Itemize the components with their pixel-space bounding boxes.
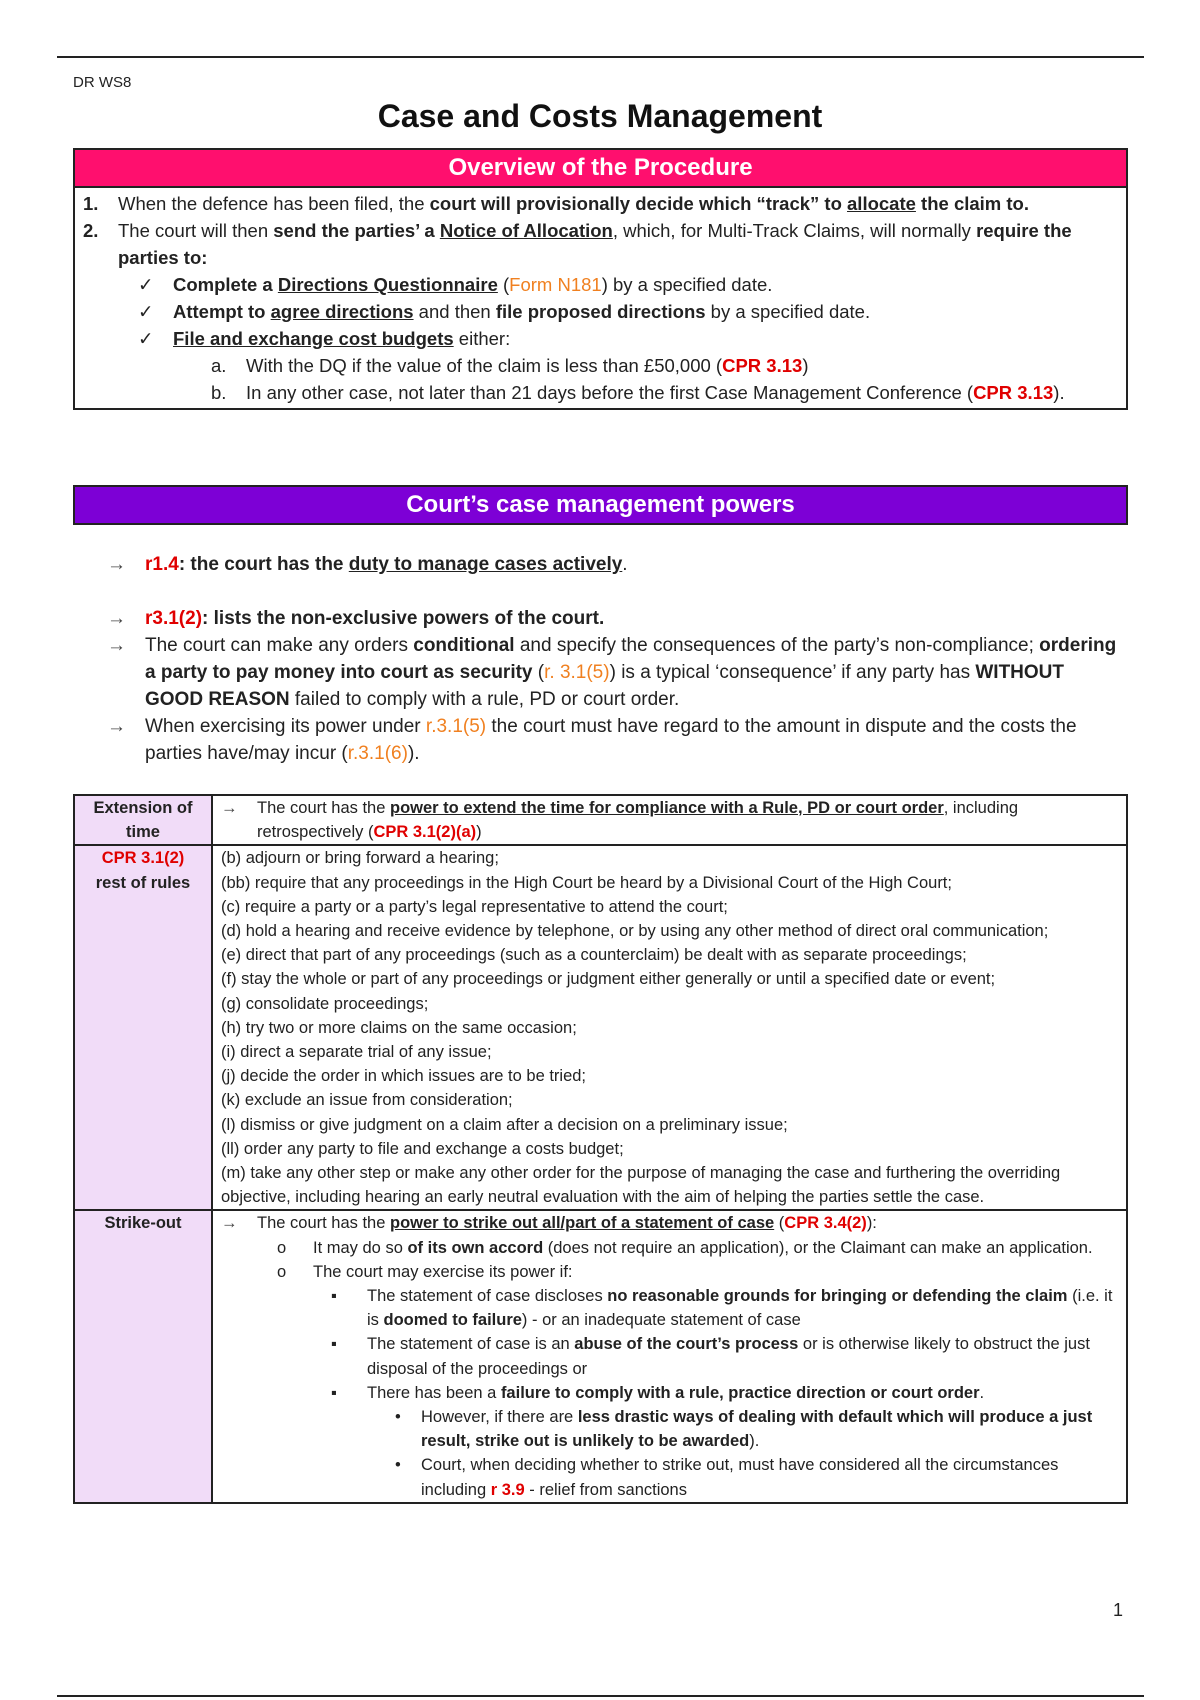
square-bullet-icon: ▪ — [331, 1287, 337, 1306]
arrow-icon: → — [107, 635, 126, 656]
bottom-rule — [57, 1695, 1144, 1697]
item-text: The court will then send the parties’ a Notice of Allocation, which, for Multi-Track Claims, will normally require the parties to: — [118, 220, 1072, 268]
sub-letter: b. — [211, 382, 227, 403]
list-item: → When exercising its power under r.3.1(5) the court must have regard to the amount in dispute and the costs the parties have/may incur (r.3.1(6)). — [107, 713, 1127, 767]
checkmark-icon: ✓ — [138, 274, 154, 295]
row-content: → The court has the power to extend the time for compliance with a Rule, PD or court order, including retrospectively (CPR 3.1(2)(a)) — [212, 795, 1127, 845]
rule-line: (bb) require that any proceedings in the High Court be heard by a Divisional Court of the High Court; — [221, 873, 952, 892]
overview-item-2 — [83, 217, 1116, 271]
row-content — [212, 845, 1127, 1210]
powers-list — [107, 551, 1127, 767]
rule-line: (m) take any other step or make any other order for the purpose of managing the case and furthering the overriding objective, including hearing an early neutral evaluation with the aim of helping the parties settle the case. — [221, 1164, 1061, 1207]
rule-line: (i) direct a separate trial of any issue; — [221, 1043, 492, 1062]
rule-line: (l) dismiss or give judgment on a claim after a decision on a preliminary issue; — [221, 1115, 788, 1134]
item-text: When the defence has been filed, the court will provisionally decide which “track” to allocate the claim to. — [118, 193, 1029, 214]
overview-item-1 — [83, 190, 1116, 217]
sub-item: a. With the DQ if the value of the claim is less than £50,000 (CPR 3.13) — [83, 352, 1116, 379]
checkmark-icon: ✓ — [138, 301, 154, 322]
rule-line: (b) adjourn or bring forward a hearing; — [221, 849, 499, 868]
row-label: Strike-out — [74, 1210, 212, 1502]
check-item: ✓ Attempt to agree directions and then file proposed directions by a specified date. — [83, 298, 1116, 325]
dot-bullet-icon: • — [395, 1408, 401, 1427]
check-item: ✓ File and exchange cost budgets either: — [83, 325, 1116, 352]
rule-line: (k) exclude an issue from consideration; — [221, 1091, 513, 1110]
check-item: ✓ Complete a Directions Questionnaire (Form N181) by a specified date. — [83, 271, 1116, 298]
rule-line: (h) try two or more claims on the same occasion; — [221, 1018, 577, 1037]
dot-bullet-icon: • — [395, 1456, 401, 1475]
top-rule — [57, 56, 1144, 58]
rule-line: (ll) order any party to file and exchange a costs budget; — [221, 1139, 624, 1158]
row-label: CPR 3.1(2) rest of rules — [74, 845, 212, 1210]
circle-bullet-icon: o — [277, 1262, 287, 1281]
overview-heading: Overview of the Procedure — [75, 150, 1126, 188]
rule-line: (g) consolidate proceedings; — [221, 994, 429, 1013]
overview-box — [73, 148, 1128, 410]
table-row-strike-out — [74, 1210, 1127, 1502]
page-number: 1 — [1113, 1600, 1124, 1620]
list-item: → The court can make any orders conditional and specify the consequences of the party’s non-compliance; ordering a party to pay money into court as security (r. 3.1(5)) is a typical ‘consequence’ if any party has WITHOUT GOOD REASON failed to comply with a rule, PD or court order. — [107, 632, 1127, 713]
overview-content — [75, 188, 1126, 408]
table-row-rest — [74, 845, 1127, 1210]
list-item: → r1.4: the court has the duty to manage cases actively. — [107, 551, 1127, 578]
circle-bullet-icon: o — [277, 1238, 287, 1257]
checkmark-icon: ✓ — [138, 328, 154, 349]
rule-line: (f) stay the whole or part of any proceedings or judgment either generally or until a specified date or event; — [221, 970, 996, 989]
list-number: 2. — [83, 220, 99, 241]
powers-heading-box — [73, 485, 1128, 525]
rule-line: (e) direct that part of any proceedings (such as a counterclaim) be dealt with as separate proceedings; — [221, 946, 967, 965]
arrow-icon: → — [221, 799, 238, 817]
rule-line: (j) decide the order in which issues are to be tried; — [221, 1067, 587, 1086]
arrow-icon: → — [107, 608, 126, 629]
row-content: → The court has the power to strike out all/part of a statement of case (CPR 3.4(2)): o It may do so of its own accord (does not require an application), or the Claimant can make an application. o The court may exercise its power if: ▪ The statement of case discloses no reasonable grounds for bringing or defending the claim (i.e. it is doomed to failure) - or an inadequate statement of case ▪ The statement of case is an abuse of the court’s process or is otherwise likely to obstruct the just disposal of the proceedings or ▪ There has been a failure to comply with a rule, practice direction or court order. • However, if there are less drastic ways of dealing with default which will produce a just result, strike out is unlikely to be awarded). • Court, when deciding whether to strike out, must have considered all the circumstances including r 3.9 - relief from sanctions — [212, 1210, 1127, 1502]
powers-heading: Court’s case management powers — [75, 487, 1126, 523]
arrow-icon: → — [107, 716, 126, 737]
arrow-icon: → — [107, 554, 126, 575]
doc-label: DR WS8 — [73, 74, 132, 91]
square-bullet-icon: ▪ — [331, 1335, 337, 1354]
sub-letter: a. — [211, 355, 227, 376]
square-bullet-icon: ▪ — [331, 1383, 337, 1402]
table-row-extension — [74, 795, 1127, 845]
page-title: Case and Costs Management — [377, 98, 823, 134]
sub-item: b. In any other case, not later than 21 days before the first Case Management Conference (CPR 3.13). — [83, 379, 1116, 406]
rule-line: (c) require a party or a party’s legal representative to attend the court; — [221, 897, 728, 916]
list-item: → r3.1(2): lists the non-exclusive powers of the court. — [107, 605, 1127, 632]
arrow-icon: → — [221, 1214, 238, 1233]
list-number: 1. — [83, 193, 99, 214]
rule-line: (d) hold a hearing and receive evidence by telephone, or by using any other method of direct oral communication; — [221, 922, 1049, 941]
row-label: Extension of time — [74, 795, 212, 845]
powers-table — [73, 794, 1128, 1504]
